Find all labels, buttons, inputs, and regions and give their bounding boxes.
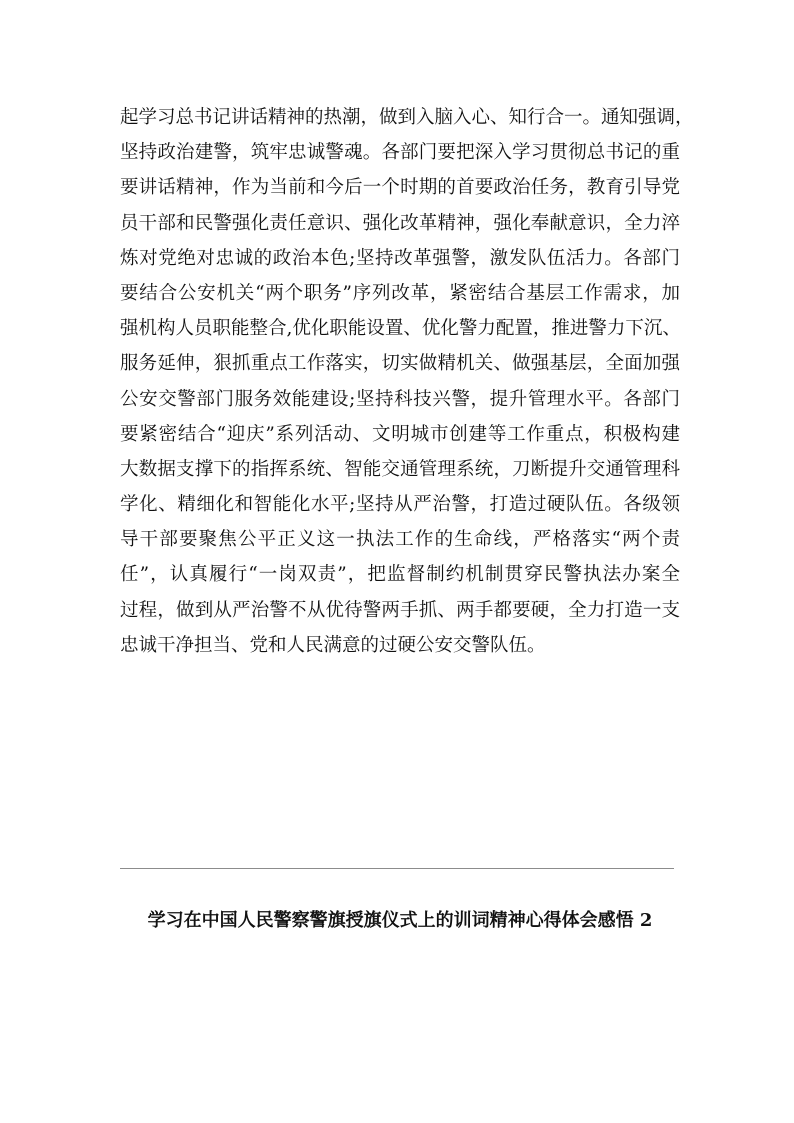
paragraph-line: 任”，认真履行“一岗双责”，把监督制约机制贯穿民警执法办案全 [120, 564, 680, 586]
paragraph-line: 要讲话精神，作为当前和今后一个时期的首要政治任务，教育引导党 [120, 177, 680, 199]
section-divider [120, 868, 674, 869]
paragraph-line: 坚持政治建警，筑牢忠诚警魂。各部门要把深入学习贯彻总书记的重 [120, 142, 680, 164]
paragraph-line: 强机构人员职能整合,优化职能设置、优化警力配置，推进警力下沉、 [120, 318, 681, 340]
paragraph-line: 忠诚干净担当、党和人民满意的过硬公安交警队伍。 [120, 634, 546, 656]
paragraph-line: 员干部和民警强化责任意识、强化改革精神，强化奉献意识，全力淬 [120, 212, 680, 234]
paragraph-line: 要紧密结合“迎庆”系列活动、文明城市创建等工作重点，积极构建 [120, 423, 680, 445]
paragraph-line: 过程，做到从严治警不从优待警两手抓、两手都要硬，全力打造一支 [120, 599, 680, 621]
paragraph-line: 起学习总书记讲话精神的热潮，做到入脑入心、知行合一。通知强调， [120, 107, 694, 128]
paragraph-line: 学化、精细化和智能化水平;坚持从严治警，打造过硬队伍。各级领 [120, 494, 680, 516]
paragraph-line: 公安交警部门服务效能建设;坚持科技兴警，提升管理水平。各部门 [120, 388, 680, 410]
body-paragraph [120, 100, 694, 663]
paragraph-line: 服务延伸，狠抓重点工作落实，切实做精机关、做强基层，全面加强 [120, 353, 680, 375]
paragraph-line: 要结合公安机关“两个职务”序列改革，紧密结合基层工作需求，加 [120, 282, 680, 304]
paragraph-line: 炼对党绝对忠诚的政治本色;坚持改革强警，激发队伍活力。各部门 [120, 247, 680, 269]
section-title: 学习在中国人民警察警旗授旗仪式上的训词精神心得体会感悟 2 [147, 910, 653, 931]
paragraph-line: 导干部要聚焦公平正义这一执法工作的生命线，严格落实“两个责 [120, 529, 680, 551]
paragraph-line: 大数据支撑下的指挥系统、智能交通管理系统，刀断提升交通管理科 [120, 458, 680, 480]
